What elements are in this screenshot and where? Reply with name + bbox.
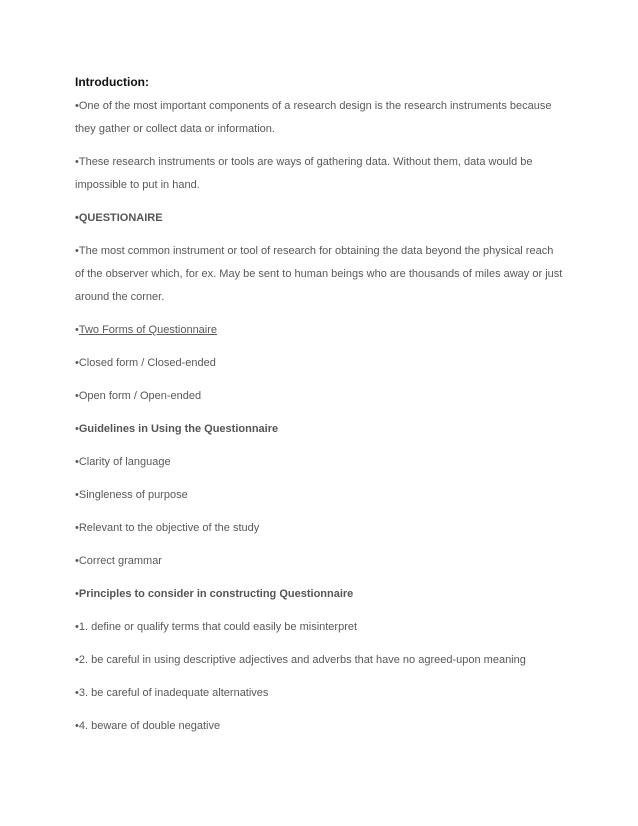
bullet: • — [75, 324, 79, 336]
paragraph-principles — [75, 583, 565, 606]
list-item-principle-3: •3. be careful of inadequate alternatives — [75, 687, 269, 699]
document-heading: Introduction: — [75, 75, 149, 89]
list-item-principle-1: •1. define or qualify terms that could easily be misinterpret — [75, 621, 358, 633]
list-item-open-form: •Open form / Open-ended — [75, 390, 202, 402]
bullet: • — [75, 423, 79, 435]
paragraph-intro-2: •These research instruments or tools are ways of gathering data. Without them, data would be impossible to put in hand. — [75, 156, 533, 191]
list-item-principle-2: •2. be careful in using descriptive adjectives and adverbs that have no agreed-upon meaning — [75, 654, 526, 666]
list-item-principle-4: •4. beware of double negative — [75, 720, 221, 732]
bullet: • — [75, 588, 79, 600]
list-item-grammar: •Correct grammar — [75, 555, 162, 567]
paragraph-two-forms — [75, 319, 565, 342]
section-heading-principles: Principles to consider in constructing Questionnaire — [78, 588, 354, 600]
list-item-singleness: •Singleness of purpose — [75, 489, 188, 501]
section-heading-guidelines: Guidelines in Using the Questionnaire — [78, 423, 279, 435]
paragraph-questionaire-definition: •The most common instrument or tool of research for obtaining the data beyond the physical reach of the observer which, for ex. May be sent to human beings who are thousands of miles away or just around the corner. — [75, 245, 563, 303]
list-item-clarity: •Clarity of language — [75, 456, 171, 468]
paragraph-intro-1: •One of the most important components of a research design is the research instruments because they gather or collect data or information. — [75, 100, 552, 135]
document-page — [75, 74, 565, 748]
paragraph-guidelines — [75, 418, 565, 441]
list-item-closed-form: •Closed form / Closed-ended — [75, 357, 216, 369]
two-forms-link[interactable]: Two Forms of Questionnaire — [78, 324, 218, 336]
section-heading-questionaire: •QUESTIONAIRE — [75, 212, 163, 224]
list-item-relevant: •Relevant to the objective of the study — [75, 522, 260, 534]
